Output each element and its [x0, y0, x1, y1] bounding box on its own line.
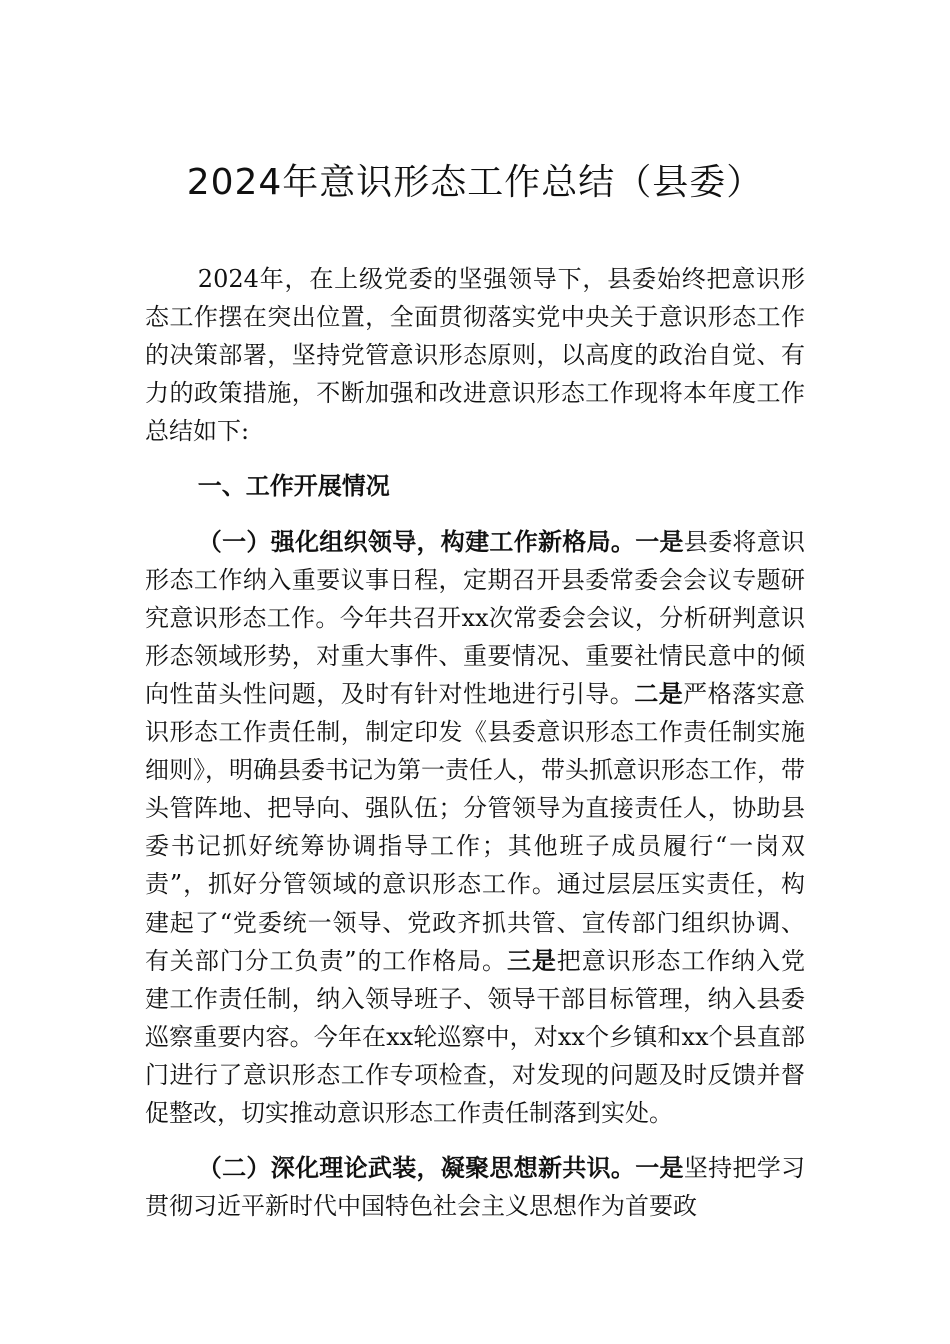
subsection-lead: （二）深化理论武装，凝聚思想新共识。 [197, 1154, 636, 1183]
document-body [145, 260, 805, 1242]
subsection-paragraph-1 [145, 523, 805, 1133]
point-text: 县委将意识形态工作纳入重要议事日程，定期召开县委常委会会议专题研究意识形态工作。今年共召开xx次常委会会议，分析研判意识形态领域形势，对重大事件、重要情况、重要社情民意中的倾向性苗头性问题，及时有针对性地进行引导。 [145, 527, 806, 708]
point-text: 坚持把学习贯彻习近平新时代中国特色社会主义思想作为首要政 [145, 1154, 806, 1221]
point-text: 严格落实意识形态工作责任制，制定印发《县委意识形态工作责任制实施细则》，明确县委书记为第一责任人，带头抓意识形态工作，带头管阵地、把导向、强队伍；分管领导为直接责任人，协助县委书记抓好统筹协调指导工作；其他班子成员履行“一岗双责”，抓好分管领域的意识形态工作。通过层层压实责任，构建起了“党委统一领导、党政齐抓共管、宣传部门组织协调、有关部门分工负责”的工作格局。 [145, 679, 806, 975]
point-marker: 三是 [506, 946, 557, 975]
point-marker: 二是 [634, 679, 684, 708]
section-heading-1: 一、工作开展情况 [197, 472, 390, 501]
document-title: 2024年意识形态工作总结（县委） [186, 162, 764, 203]
subsection-paragraph-2 [145, 1149, 805, 1225]
point-text: 把意识形态工作纳入党建工作责任制，纳入领导班子、领导干部目标管理，纳入县委巡察重要内容。今年在xx轮巡察中，对xx个乡镇和xx个县直部门进行了意识形态工作专项检查，对发现的问题及时反馈并督促整改，切实推动意识形态工作责任制落到实处。 [145, 946, 805, 1127]
point-marker: 一是 [635, 527, 684, 556]
subsection-lead: （一）强化组织领导，构建工作新格局。 [197, 527, 636, 556]
point-marker: 一是 [635, 1154, 684, 1183]
intro-paragraph: 2024年，在上级党委的坚强领导下，县委始终把意识形态工作摆在突出位置，全面贯彻落实党中央关于意识形态工作的决策部署，坚持党管意识形态原则，以高度的政治自觉、有力的政策措施，不断加强和改进意识形态工作现将本年度工作总结如下: [145, 265, 805, 446]
